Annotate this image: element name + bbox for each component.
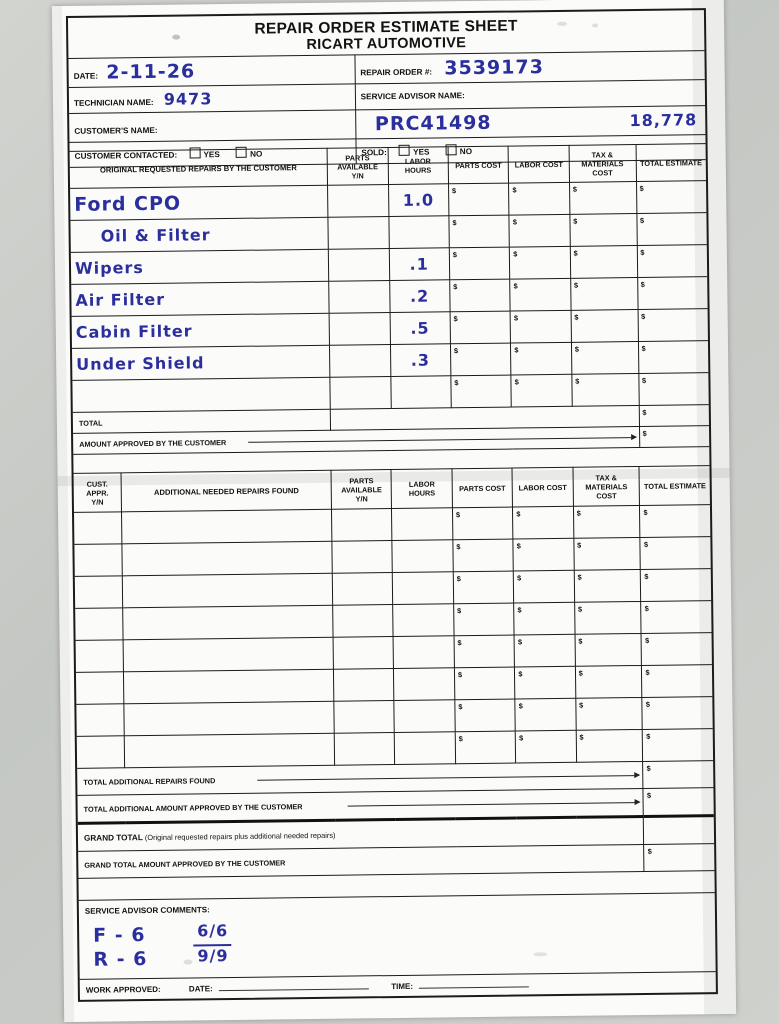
labor-cost-cell[interactable]: $: [509, 214, 570, 247]
col-tax-l3: COST: [596, 490, 617, 501]
labor-hours-cell[interactable]: [389, 248, 450, 281]
parts-available-cell[interactable]: [329, 313, 390, 346]
parts-cost-cell[interactable]: $: [455, 731, 516, 764]
labor-hours-cell[interactable]: [392, 508, 453, 541]
title-line-1: REPAIR ORDER ESTIMATE SHEET: [254, 17, 518, 38]
col-cust-appr-l3: Y/N: [91, 497, 104, 507]
total-estimate-cell[interactable]: $: [637, 277, 707, 310]
total-additional-approved-label: TOTAL ADDITIONAL AMOUNT APPROVED BY THE CUSTOMER: [83, 801, 303, 814]
labor-hours-cell[interactable]: [390, 312, 451, 345]
grand-total-label: GRAND TOTAL: [83, 832, 143, 843]
comments-label: SERVICE ADVISOR COMMENTS:: [84, 905, 210, 916]
comment-line-1-left: F - 6: [93, 924, 146, 947]
parts-available-cell[interactable]: [332, 541, 393, 574]
parts-available-cell[interactable]: [329, 281, 390, 314]
footer-time-label: TIME:: [391, 981, 414, 992]
date-value: 2-11-26: [106, 60, 196, 84]
parts-cost-cell[interactable]: $: [454, 667, 515, 700]
parts-available-cell[interactable]: [334, 669, 395, 702]
date-field[interactable]: [68, 55, 355, 87]
comment-fraction-top: 6/6: [197, 921, 229, 941]
col-labor-l2: HOURS: [408, 488, 436, 498]
labor-hours-cell[interactable]: [393, 604, 454, 637]
cust-appr-cell[interactable]: [76, 672, 124, 705]
parts-cost-cell[interactable]: $: [453, 539, 514, 572]
footer-date-line[interactable]: [219, 988, 369, 991]
col-tax-l2: MATERIALS: [581, 158, 624, 169]
cust-appr-cell[interactable]: [75, 576, 123, 609]
total-estimate-cell[interactable]: $: [641, 569, 711, 602]
col-parts-cost: PARTS COST: [448, 146, 509, 184]
service-advisor-value-field[interactable]: [355, 106, 705, 139]
col-labor-cost: LABOR COST: [508, 145, 569, 183]
col-original-repairs: ORIGINAL REQUESTED REPAIRS BY THE CUSTOMER: [70, 148, 328, 188]
labor-cost-cell[interactable]: $: [510, 310, 571, 343]
cust-appr-cell[interactable]: [75, 608, 123, 641]
tax-materials-cell[interactable]: $: [576, 697, 643, 730]
labor-hours-cell[interactable]: [390, 376, 451, 409]
col-parts-available-l3: Y/N: [351, 170, 364, 180]
labor-cost-cell[interactable]: $: [514, 634, 575, 667]
yes-label: YES: [203, 150, 220, 160]
additional-repair-description-cell[interactable]: [122, 541, 332, 576]
parts-available-cell[interactable]: [332, 509, 393, 542]
labor-hours-cell[interactable]: [395, 732, 456, 765]
repair-description-cell[interactable]: [70, 185, 328, 220]
tax-materials-cell[interactable]: $: [576, 729, 643, 762]
total-estimate-cell[interactable]: $: [636, 213, 706, 246]
tax-materials-cell[interactable]: $: [573, 505, 640, 538]
total-estimate-cell[interactable]: $: [638, 373, 708, 406]
labor-hours-value: .5: [410, 318, 430, 338]
parts-cost-cell[interactable]: $: [454, 635, 515, 668]
col-parts-available: [327, 148, 388, 186]
total-estimate-cell[interactable]: $: [641, 633, 711, 666]
tax-materials-cell[interactable]: $: [570, 214, 637, 247]
total-estimate-cell[interactable]: $: [643, 729, 713, 762]
col-tax-l2: MATERIALS: [585, 481, 628, 492]
col-cust-appr-l2: APPR.: [86, 487, 109, 498]
labor-cost-cell[interactable]: $: [513, 538, 574, 571]
parts-cost-cell[interactable]: $: [454, 603, 515, 636]
repair-order-label: REPAIR ORDER #:: [360, 67, 433, 78]
labor-hours-cell[interactable]: [390, 344, 451, 377]
parts-available-cell[interactable]: [328, 217, 389, 250]
labor-hours-cell[interactable]: [394, 700, 455, 733]
labor-cost-cell[interactable]: $: [515, 666, 576, 699]
leader-line: [348, 802, 635, 807]
work-approved-section: [80, 972, 716, 1012]
parts-available-cell[interactable]: [333, 637, 394, 670]
additional-repair-description-cell[interactable]: [124, 733, 334, 768]
parts-available-cell[interactable]: [334, 733, 395, 766]
col-labor-l1: LABOR: [404, 156, 431, 166]
repair-description: Ford CPO: [74, 192, 182, 216]
additional-repair-description-cell[interactable]: [124, 701, 334, 736]
total-estimate-cell[interactable]: $: [642, 665, 712, 698]
repair-description: Under Shield: [76, 353, 205, 374]
tax-materials-cell[interactable]: $: [569, 182, 636, 215]
labor-cost-cell[interactable]: $: [515, 698, 576, 731]
cust-appr-cell[interactable]: [76, 704, 124, 737]
repair-description: Oil & Filter: [100, 225, 211, 246]
grand-total-value-cell[interactable]: [644, 816, 714, 845]
tax-materials-cell[interactable]: $: [575, 665, 642, 698]
service-advisor-value: PRC41498: [374, 111, 492, 136]
col-labor-cost: LABOR COST: [512, 467, 573, 507]
grand-total-approved-label-cell: GRAND TOTAL AMOUNT APPROVED BY THE CUSTOMER: [78, 844, 644, 878]
repair-description-cell[interactable]: [72, 313, 330, 348]
parts-available-cell[interactable]: [332, 573, 393, 606]
total-estimate-cell[interactable]: $: [637, 245, 707, 278]
col-tax-l1: TAX &: [591, 149, 614, 160]
original-repairs-table: [70, 143, 710, 455]
service-advisor-label: SERVICE ADVISOR NAME:: [360, 91, 465, 102]
labor-hours-cell[interactable]: [393, 572, 454, 605]
tax-materials-cell[interactable]: $: [574, 537, 641, 570]
col-additional-repairs: ADDITIONAL NEEDED REPAIRS FOUND: [121, 470, 331, 512]
comments-box[interactable]: [79, 892, 716, 980]
additional-repairs-table: [74, 465, 715, 879]
parts-cost-cell[interactable]: $: [449, 215, 510, 248]
date-label: DATE:: [73, 71, 99, 81]
parts-available-cell[interactable]: [334, 701, 395, 734]
col-cust-appr-l1: CUST.: [86, 478, 108, 489]
total-estimate-cell[interactable]: $: [636, 181, 706, 214]
repair-order-value: 3539173: [444, 56, 544, 80]
col-total-estimate: TOTAL ESTIMATE: [639, 466, 710, 506]
labor-hours-cell[interactable]: [394, 636, 455, 669]
repair-description-cell[interactable]: [72, 345, 330, 380]
col-parts-available: [331, 470, 392, 510]
sold-label: SOLD:: [361, 148, 387, 158]
repair-description: Air Filter: [75, 289, 166, 310]
comment-line-2-left: R - 6: [93, 948, 148, 971]
cust-appr-cell[interactable]: [74, 544, 122, 577]
col-tax-l1: TAX &: [595, 472, 617, 483]
mileage-value: 18,778: [629, 110, 698, 131]
labor-cost-cell[interactable]: $: [516, 730, 577, 763]
labor-hours-cell[interactable]: [388, 216, 449, 249]
parts-cost-cell[interactable]: $: [450, 279, 511, 312]
repair-order-field[interactable]: [355, 51, 705, 84]
labor-cost-cell[interactable]: $: [514, 602, 575, 635]
col-parts-available-l1: PARTS: [349, 475, 374, 486]
total-additional-approved-value-cell[interactable]: $: [643, 788, 713, 817]
comment-fraction-bottom: 9/9: [197, 946, 229, 966]
customer-name-label: CUSTOMER'S NAME:: [74, 125, 158, 136]
technician-label: TECHNICIAN NAME:: [73, 97, 154, 108]
total-additional-found-value-cell[interactable]: $: [643, 761, 713, 789]
col-tax-materials: [569, 145, 636, 183]
work-approved-row[interactable]: [80, 972, 716, 1012]
labor-cost-cell[interactable]: $: [510, 278, 571, 311]
total-value-cell[interactable]: $: [639, 405, 709, 427]
repair-description-cell[interactable]: [71, 281, 329, 316]
technician-value: 9473: [163, 89, 213, 109]
grand-total-note: (Original requested repairs plus additional needed repairs): [144, 830, 336, 842]
labor-hours-value: .1: [409, 254, 429, 274]
col-parts-available-l3: Y/N: [355, 493, 368, 503]
sold-no-label: NO: [459, 147, 473, 157]
total-additional-found-label: TOTAL ADDITIONAL REPAIRS FOUND: [83, 775, 216, 787]
work-approved-label: WORK APPROVED:: [85, 984, 161, 995]
parts-available-cell[interactable]: [328, 185, 389, 218]
footer-date-label: DATE:: [188, 984, 213, 994]
tax-materials-cell[interactable]: $: [570, 246, 637, 279]
col-labor-l1: LABOR: [408, 479, 435, 489]
col-labor-l2: HOURS: [404, 165, 432, 175]
labor-cost-cell[interactable]: $: [510, 246, 571, 279]
col-parts-cost: PARTS COST: [452, 468, 513, 508]
service-advisor-comments-section: [79, 892, 716, 980]
tax-materials-cell[interactable]: $: [572, 374, 639, 407]
parts-cost-cell[interactable]: $: [448, 183, 509, 216]
parts-cost-cell[interactable]: $: [450, 311, 511, 344]
parts-cost-cell[interactable]: $: [451, 375, 512, 408]
customer-name-field[interactable]: [69, 110, 356, 142]
parts-cost-cell[interactable]: $: [455, 699, 516, 732]
labor-cost-cell[interactable]: $: [509, 182, 570, 215]
grand-total-approved-value-cell[interactable]: $: [644, 844, 714, 872]
additional-repair-description-cell[interactable]: [123, 605, 333, 640]
tax-materials-cell[interactable]: $: [574, 569, 641, 602]
labor-cost-cell[interactable]: $: [513, 506, 574, 539]
approved-leader-line: [248, 437, 630, 443]
additional-repair-description-cell[interactable]: [123, 637, 333, 672]
tax-materials-cell[interactable]: $: [571, 310, 638, 343]
col-tax-l3: COST: [592, 167, 613, 178]
labor-hours-value: .2: [409, 286, 430, 306]
parts-cost-cell[interactable]: $: [450, 343, 511, 376]
sold-yes-label: YES: [413, 147, 430, 157]
col-tax-materials: [573, 466, 640, 506]
col-parts-available-l1: PARTS: [345, 152, 370, 163]
total-estimate-cell[interactable]: $: [640, 505, 710, 538]
parts-cost-cell[interactable]: $: [452, 507, 513, 540]
repair-description: Cabin Filter: [75, 321, 193, 342]
labor-cost-cell[interactable]: $: [514, 570, 575, 603]
repair-description: Wipers: [74, 258, 144, 278]
tax-materials-cell[interactable]: $: [570, 278, 637, 311]
form-outline: [66, 8, 718, 1002]
footer-time-line[interactable]: [419, 986, 529, 988]
cust-appr-cell[interactable]: [76, 640, 124, 673]
total-estimate-cell[interactable]: $: [638, 341, 708, 374]
tax-materials-cell[interactable]: $: [574, 601, 641, 634]
labor-hours-cell[interactable]: [388, 184, 449, 217]
labor-cost-cell[interactable]: $: [511, 374, 572, 407]
title-line-2: RICART AUTOMOTIVE: [306, 35, 467, 54]
no-label: NO: [250, 149, 263, 159]
col-labor-hours: [388, 147, 449, 185]
parts-available-cell[interactable]: [333, 605, 394, 638]
total-label: TOTAL: [73, 409, 331, 433]
cust-appr-cell[interactable]: [77, 736, 125, 769]
labor-hours-value: .3: [410, 350, 431, 370]
labor-hours-cell[interactable]: [394, 668, 455, 701]
labor-hours-cell[interactable]: [389, 280, 450, 313]
leader-arrow-icon: [635, 772, 641, 778]
repair-description-cell[interactable]: [71, 249, 329, 284]
total-estimate-cell[interactable]: $: [641, 601, 711, 634]
repair-description-cell[interactable]: [70, 217, 328, 252]
tax-materials-cell[interactable]: $: [575, 633, 642, 666]
col-total-estimate: TOTAL ESTIMATE: [636, 144, 706, 182]
additional-repair-description-cell[interactable]: [122, 509, 332, 544]
tax-materials-cell[interactable]: $: [571, 342, 638, 375]
total-estimate-cell[interactable]: $: [638, 309, 708, 342]
parts-cost-cell[interactable]: $: [449, 247, 510, 280]
approved-arrow-icon: [631, 434, 637, 440]
customer-contacted-label: CUSTOMER CONTACTED:: [74, 150, 178, 161]
col-labor-hours: [391, 469, 452, 509]
col-parts-available-l2: AVAILABLE: [341, 484, 382, 495]
total-estimate-cell[interactable]: $: [642, 697, 712, 730]
parts-available-cell[interactable]: [330, 377, 391, 410]
amount-approved-label: AMOUNT APPROVED BY THE CUSTOMER: [79, 437, 227, 449]
additional-repair-description-cell[interactable]: [124, 669, 334, 704]
leader-line: [257, 775, 634, 781]
parts-available-cell[interactable]: [328, 249, 389, 282]
amount-approved-value-cell[interactable]: $: [639, 426, 709, 448]
parts-available-cell[interactable]: [330, 345, 391, 378]
labor-cost-cell[interactable]: $: [511, 342, 572, 375]
labor-hours-cell[interactable]: [392, 540, 453, 573]
labor-hours-value: 1.0: [402, 190, 435, 210]
paper-sheet: [52, 0, 736, 1022]
additional-repair-description-cell[interactable]: [122, 573, 332, 608]
parts-cost-cell[interactable]: $: [453, 571, 514, 604]
total-estimate-cell[interactable]: $: [640, 537, 710, 570]
col-cust-appr: [74, 473, 122, 513]
technician-field[interactable]: [69, 84, 355, 113]
leader-arrow-icon: [635, 799, 641, 805]
col-parts-available-l2: AVAILABLE: [337, 161, 378, 172]
repair-description-cell[interactable]: [72, 377, 330, 412]
cust-appr-cell[interactable]: [74, 512, 122, 545]
